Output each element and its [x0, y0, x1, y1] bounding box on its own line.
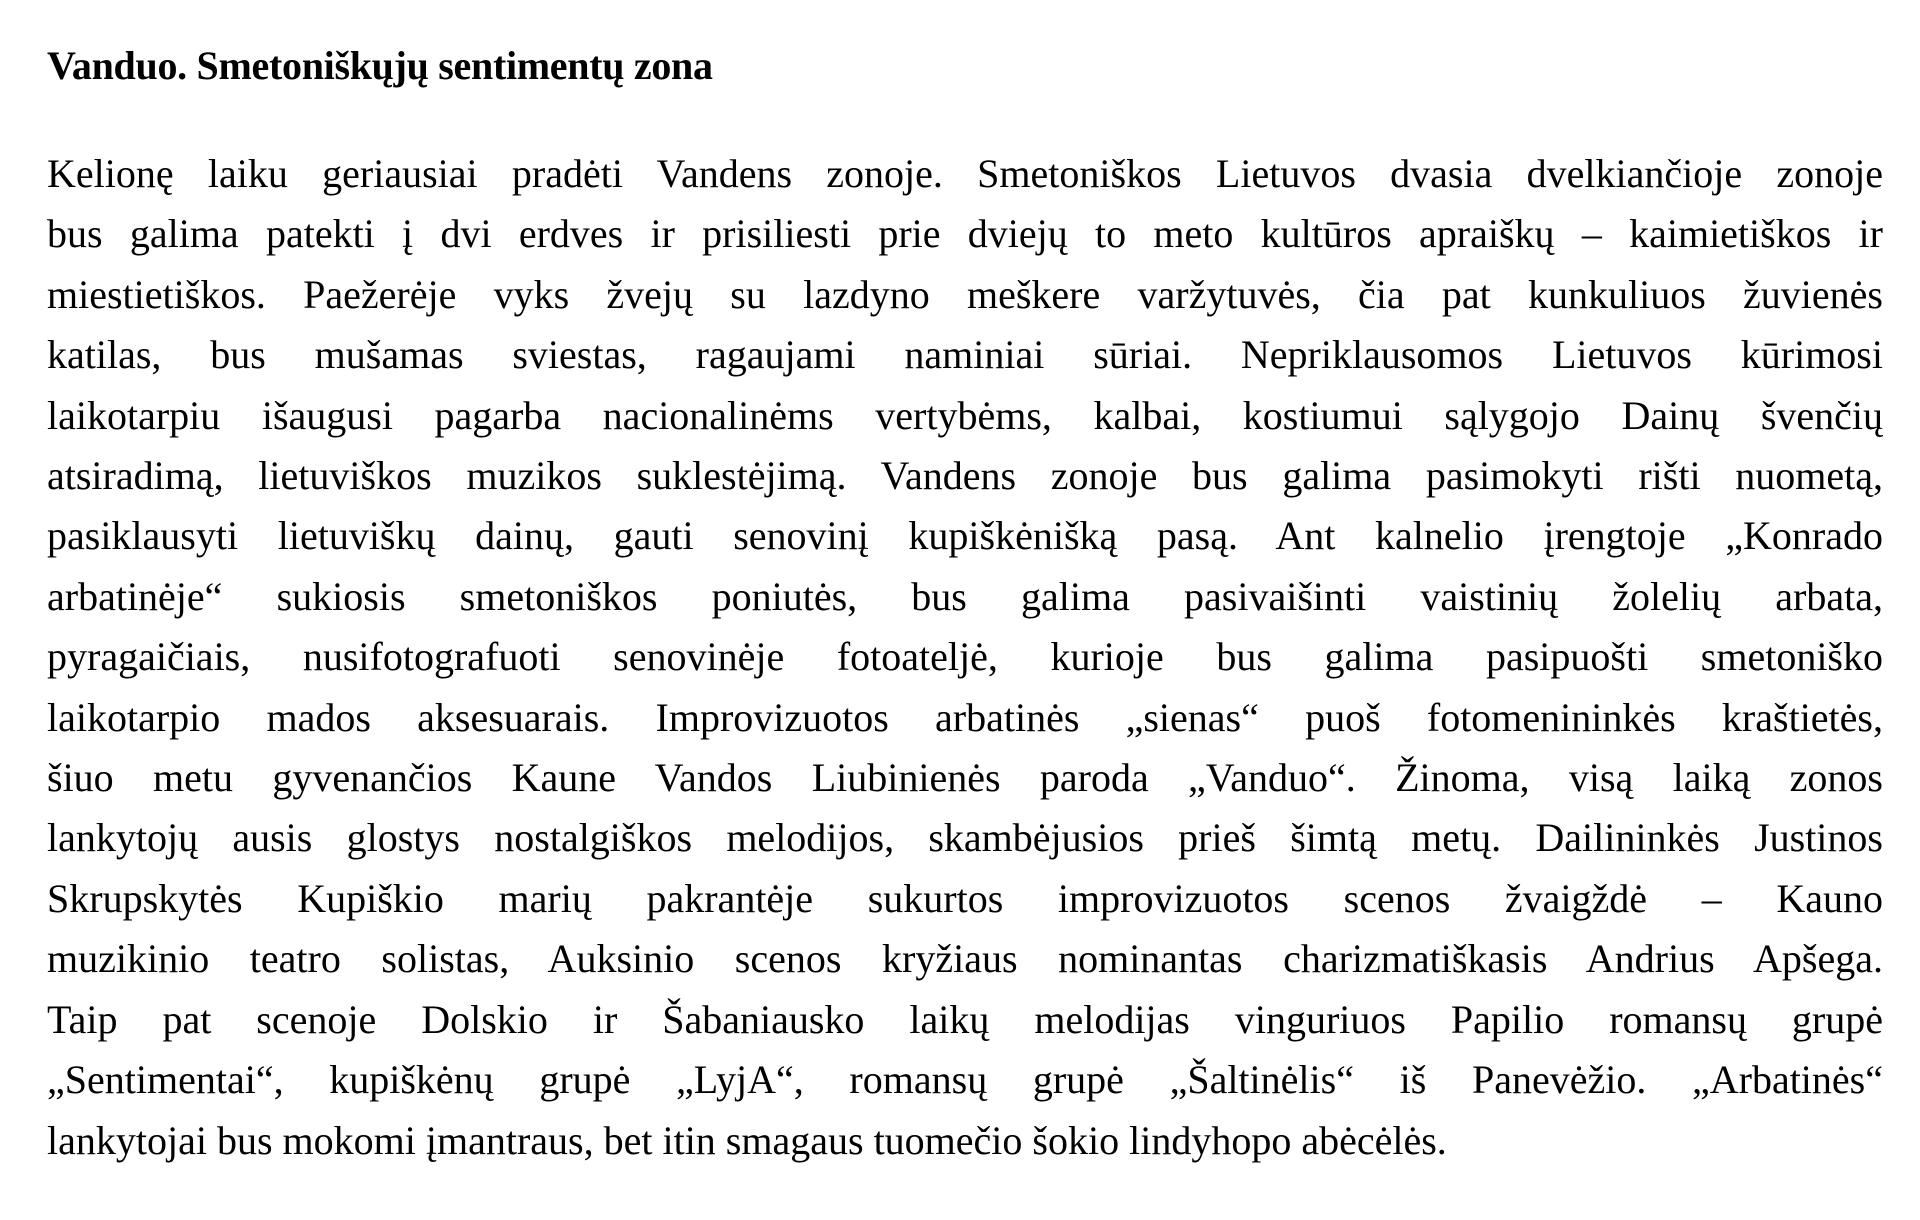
paragraph-line-9: pyragaičiais, nusifotografuoti senovinėje fotoateljė, kurioje bus galima pasipuošti smetoniško: [47, 634, 1883, 680]
paragraph-line-10: laikotarpio mados aksesuarais. Improvizuotos arbatinės „sienas“ puoš fotomenininkės kraštietės,: [47, 694, 1883, 740]
paragraph-line-6: atsiradimą, lietuviškos muzikos suklestėjimą. Vandens zonoje bus galima pasimokyti rišti nuometą,: [47, 453, 1883, 499]
paragraph-line-7: pasiklausyti lietuviškų dainų, gauti senovinį kupiškėnišką pasą. Ant kalnelio įrengtoje „Konrado: [47, 513, 1883, 559]
paragraph-line-13: Skrupskytės Kupiškio marių pakrantėje sukurtos improvizuotos scenos žvaigždė – Kauno: [47, 875, 1883, 921]
document-paragraph: [47, 144, 1883, 1171]
paragraph-line-8: arbatinėje“ sukiosis smetoniškos poniutės, bus galima pasivaišinti vaistinių žolelių arbata,: [47, 573, 1883, 619]
paragraph-line-3: miestietiškos. Paežerėje vyks žvejų su lazdyno meškere varžytuvės, čia pat kunkuliuos žuvienės: [47, 271, 1883, 317]
paragraph-line-16: „Sentimentai“, kupiškėnų grupė „LyjA“, romansų grupė „Šaltinėlis“ iš Panevėžio. „Arbatinės“: [47, 1057, 1883, 1103]
paragraph-line-5: laikotarpiu išaugusi pagarba nacionalinėms vertybėms, kalbai, kostiumui sąlygojo Dainų švenčių: [47, 392, 1883, 438]
paragraph-line-2: bus galima patekti į dvi erdves ir prisiliesti prie dviejų to meto kultūros apraiškų – kaimietiškos ir: [47, 211, 1883, 257]
paragraph-line-4: katilas, bus mušamas sviestas, ragaujami naminiai sūriai. Nepriklausomos Lietuvos kūrimosi: [47, 332, 1883, 378]
paragraph-line-11: šiuo metu gyvenančios Kaune Vandos Liubinienės paroda „Vanduo“. Žinoma, visą laiką zonos: [47, 755, 1883, 801]
paragraph-line-1: Kelionę laiku geriausiai pradėti Vandens zonoje. Smetoniškos Lietuvos dvasia dvelkiančioje zonoje: [47, 151, 1883, 196]
document-title: Vanduo. Smetoniškųjų sentimentų zona: [47, 43, 713, 88]
paragraph-line-14: muzikinio teatro solistas, Auksinio scenos kryžiaus nominantas charizmatiškasis Andrius Apšega.: [47, 936, 1883, 982]
paragraph-line-17: lankytojai bus mokomi įmantraus, bet itin smagaus tuomečio šokio lindyhopo abėcėlės.: [47, 1117, 1447, 1163]
paragraph-line-15: Taip pat scenoje Dolskio ir Šabaniausko laikų melodijas vinguriuos Papilio romansų grupė: [47, 996, 1883, 1042]
paragraph-line-12: lankytojų ausis glostys nostalgiškos melodijos, skambėjusios prieš šimtą metų. Dailininkės Justinos: [47, 815, 1883, 861]
document-page: [47, 40, 1883, 1171]
